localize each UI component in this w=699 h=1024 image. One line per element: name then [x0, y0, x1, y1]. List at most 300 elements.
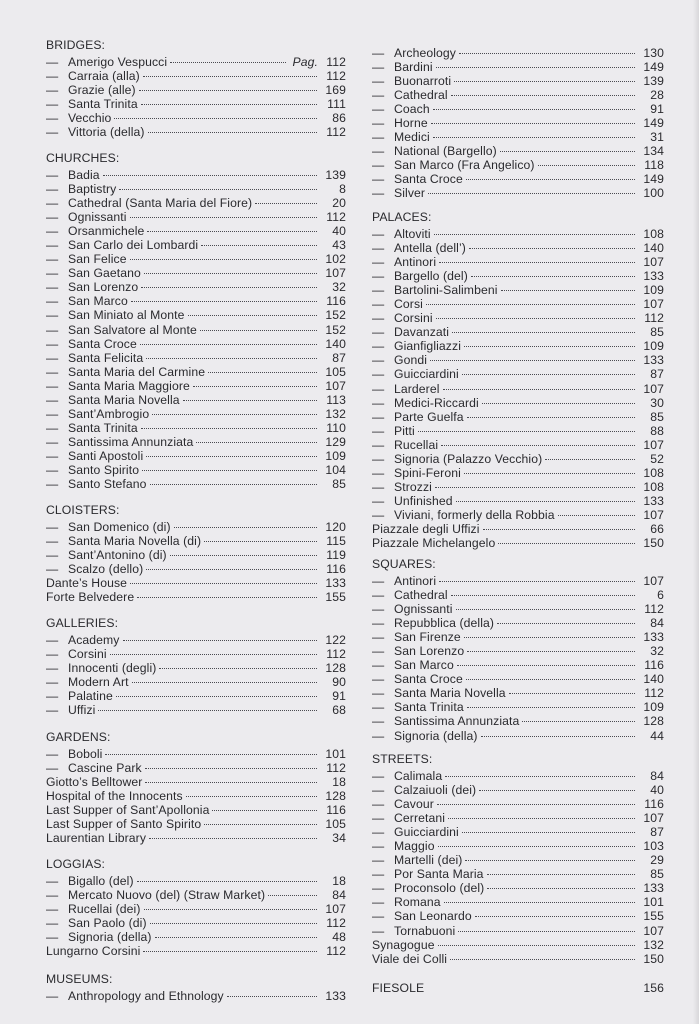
em-dash: —: [46, 916, 59, 931]
index-entry: [46, 348, 346, 365]
entry-page-number: 105: [325, 817, 346, 832]
dot-leader: [137, 587, 317, 601]
entry-label: Antinori: [394, 255, 437, 270]
entry-page-number: 118: [644, 158, 664, 173]
em-dash: —: [372, 353, 385, 368]
index-entry: [372, 407, 664, 424]
entry-page-number: 6: [657, 588, 664, 603]
index-entry: [372, 669, 664, 687]
em-dash: —: [46, 69, 59, 84]
em-dash: —: [372, 172, 385, 187]
index-entry: [372, 627, 664, 645]
dot-leader: [487, 878, 635, 892]
entry-page-number: 133: [643, 630, 664, 645]
index-entry: [372, 308, 664, 326]
em-dash: —: [372, 769, 385, 783]
dot-leader: [141, 94, 317, 108]
entry-label: Cathedral (Santa Maria del Fiore): [68, 196, 253, 211]
index-entry: [46, 885, 346, 903]
entry-label: Bigallo (del): [68, 874, 134, 888]
index-entry: [46, 249, 346, 267]
em-dash: —: [46, 548, 59, 563]
dot-leader: [464, 336, 635, 350]
index-entry: [46, 517, 346, 534]
dot-leader: [459, 43, 635, 57]
index-entry: [46, 235, 346, 253]
entry-label: Modern Art: [68, 675, 129, 690]
dot-leader: [481, 726, 635, 740]
dot-leader: [538, 155, 635, 169]
dot-leader: [445, 766, 635, 780]
entry-label: Santa Maria Novella: [68, 392, 180, 407]
em-dash: —: [46, 125, 59, 140]
entry-label: San Firenze: [394, 630, 461, 645]
dot-leader: [436, 57, 635, 71]
dot-leader: [439, 571, 635, 585]
entry-page-number: 107: [643, 574, 664, 588]
entry-label: Guicciardini: [394, 367, 459, 382]
entry-page-number: 32: [332, 280, 346, 295]
entry-page-number: 149: [643, 60, 664, 75]
entry-page-number: 112: [644, 311, 664, 326]
index-entry: [372, 294, 664, 312]
em-dash: —: [372, 409, 385, 424]
entry-label: Romana: [394, 895, 441, 910]
index-entry: [372, 322, 664, 340]
em-dash: —: [46, 477, 59, 492]
entry-page-number: 112: [326, 69, 346, 84]
entry-label: Cerretani: [394, 811, 446, 826]
em-dash: —: [46, 224, 59, 239]
section-heading: SQUARES:: [372, 557, 436, 571]
dot-leader: [451, 585, 635, 599]
entry-page-number: 68: [332, 703, 346, 718]
dot-leader: [428, 183, 635, 197]
entry-page-number: 120: [325, 520, 346, 534]
index-entry: [372, 864, 664, 882]
index-entry: [372, 808, 664, 826]
entry-page-number: 101: [325, 747, 346, 761]
entry-label: Lungarno Corsini: [46, 944, 141, 959]
entry-label: Ognissanti: [68, 210, 127, 225]
section-heading: GALLERIES:: [46, 616, 119, 630]
em-dash: —: [372, 144, 385, 159]
entry-page-number: 112: [326, 944, 346, 959]
entry-label: Dante’s House: [46, 576, 128, 591]
index-entry: [372, 505, 664, 522]
index-section-continued: [372, 978, 664, 995]
entry-page-number: 84: [650, 616, 664, 631]
index-entry: [372, 519, 664, 536]
index-entry: [46, 446, 346, 463]
index-entry: [372, 350, 664, 368]
entry-page-number: 133: [643, 353, 664, 368]
dot-leader: [143, 941, 317, 955]
dot-leader: [139, 80, 317, 94]
em-dash: —: [46, 392, 59, 407]
index-entry: [46, 404, 346, 421]
em-dash: —: [372, 797, 385, 812]
em-dash: —: [372, 602, 385, 617]
entry-page-number: 108: [643, 479, 664, 494]
entry-label: Santa Croce: [394, 172, 463, 187]
index-section-gardens: [46, 730, 346, 846]
dot-leader: [467, 697, 635, 711]
em-dash: —: [372, 493, 385, 508]
em-dash: —: [46, 534, 59, 549]
entry-label: Forte Belvedere: [46, 590, 135, 605]
entry-page-number: 8: [339, 182, 346, 197]
em-dash: —: [46, 462, 59, 477]
dot-leader: [116, 686, 317, 700]
dot-leader: [443, 379, 635, 393]
entry-page-number: 112: [326, 55, 346, 69]
index-entry: [46, 573, 346, 591]
entry-page-number: 152: [325, 308, 346, 323]
index-entry: [372, 613, 664, 631]
index-entry: [372, 57, 664, 75]
em-dash: —: [372, 130, 385, 145]
entry-label: Rucellai (dei): [68, 902, 141, 917]
index-entry: [46, 390, 346, 407]
entry-label: Santa Maria Novella (di): [68, 534, 202, 549]
em-dash: —: [46, 196, 59, 211]
entry-label: San Marco: [68, 294, 128, 309]
em-dash: —: [372, 672, 385, 687]
em-dash: —: [372, 853, 385, 868]
dot-leader: [204, 814, 317, 828]
index-entry: [46, 700, 346, 718]
em-dash: —: [372, 283, 385, 298]
dot-leader: [212, 800, 317, 814]
em-dash: —: [46, 294, 59, 309]
index-entry: [372, 113, 664, 131]
index-entry: [372, 949, 664, 966]
dot-leader: [545, 449, 635, 463]
entry-label: Bardini: [394, 60, 433, 75]
index-entry: [372, 726, 664, 743]
section-heading: CLOISTERS:: [46, 503, 120, 517]
em-dash: —: [372, 46, 385, 60]
entry-page-number: 29: [650, 853, 664, 868]
entry-label: Carraia (alla): [68, 69, 140, 84]
entry-page-number: 133: [643, 493, 664, 508]
dot-leader: [146, 446, 317, 460]
index-entry: [46, 941, 346, 959]
em-dash: —: [372, 74, 385, 89]
em-dash: —: [46, 448, 59, 463]
index-section-streets: [372, 752, 664, 966]
dot-leader: [145, 758, 317, 772]
entry-label: Buonarroti: [394, 74, 452, 89]
dot-leader: [114, 108, 317, 122]
index-section-churches: [46, 151, 346, 492]
entry-page-number: 128: [325, 661, 346, 676]
entry-page-number: 30: [650, 395, 664, 410]
dot-leader: [186, 786, 317, 800]
dot-leader: [418, 421, 635, 435]
index-entry: [372, 850, 664, 868]
entry-label: Uffizi: [68, 703, 96, 718]
dot-leader: [558, 505, 635, 519]
entry-label: Santissima Annunziata: [394, 714, 520, 729]
dot-leader: [500, 141, 635, 155]
entry-page-number: 85: [332, 477, 346, 492]
entry-page-number: 112: [326, 125, 346, 140]
index-entry: [372, 435, 664, 452]
entry-page-number: 109: [643, 700, 664, 715]
entry-label: Calimala: [394, 769, 443, 783]
entry-page-number: 86: [332, 111, 346, 126]
em-dash: —: [46, 364, 59, 379]
entry-label: San Paolo (di): [68, 916, 147, 931]
em-dash: —: [46, 434, 59, 449]
em-dash: —: [46, 661, 59, 676]
index-entry: [46, 418, 346, 435]
entry-label: Santa Maria del Carmine: [68, 364, 206, 379]
dot-leader: [462, 364, 635, 378]
dot-leader: [130, 573, 317, 587]
dot-leader: [433, 127, 635, 141]
entry-label: Archeology: [394, 46, 456, 60]
dot-leader: [196, 432, 317, 446]
entry-label: Santo Stefano: [68, 477, 147, 492]
dot-leader: [436, 308, 635, 322]
entry-label: Davanzati: [394, 325, 450, 340]
dot-leader: [137, 871, 317, 885]
em-dash: —: [372, 451, 385, 466]
entry-label: Signoria (della): [394, 728, 478, 743]
entry-label: Santa Trinita: [394, 700, 464, 715]
index-entry: [372, 224, 664, 241]
entry-label: San Salvatore al Monte: [68, 322, 197, 337]
dot-leader: [144, 263, 317, 277]
index-entry: [372, 935, 664, 952]
index-entry: [46, 800, 346, 818]
dot-leader: [501, 280, 635, 294]
index-entry: [372, 794, 664, 812]
entry-page-number: 107: [325, 378, 346, 393]
entry-label: Viviani, formerly della Robbia: [394, 507, 555, 522]
entry-page-number: 116: [326, 562, 346, 577]
index-entry: [372, 585, 664, 603]
entry-label: San Domenico (di): [68, 520, 171, 534]
dot-leader: [193, 376, 317, 390]
entry-label: Amerigo Vespucci: [68, 55, 168, 69]
index-entry: [46, 108, 346, 126]
index-section-loggias: [46, 857, 346, 959]
dot-leader: [430, 350, 635, 364]
entry-page-number: 113: [326, 392, 346, 407]
index-entry: [372, 393, 664, 410]
em-dash: —: [46, 747, 59, 761]
index-section-galleries: [46, 616, 346, 718]
entry-page-number: 44: [650, 728, 664, 743]
entry-page-number: 132: [325, 406, 346, 421]
entry-label: Por Santa Maria: [394, 867, 484, 882]
entry-page-number: 133: [325, 576, 346, 591]
em-dash: —: [372, 423, 385, 438]
entry-label: Signoria (della): [68, 930, 152, 945]
entry-label: National (Bargello): [394, 144, 497, 159]
em-dash: —: [372, 616, 385, 631]
em-dash: —: [372, 297, 385, 312]
entry-label: Medici-Riccardi: [394, 395, 479, 410]
entry-page-number: 116: [644, 658, 664, 673]
entry-label: Corsini: [394, 311, 433, 326]
entry-label: San Marco: [394, 658, 454, 673]
index-entry: [46, 277, 346, 295]
dot-leader: [201, 235, 317, 249]
index-entry: [46, 559, 346, 577]
entry-page-number: 132: [643, 937, 664, 952]
index-section-continued: [372, 43, 664, 201]
entry-label: FIESOLE: [372, 981, 425, 995]
entry-page-number: 28: [650, 88, 664, 103]
entry-page-number: 91: [332, 689, 346, 704]
dot-leader: [140, 334, 317, 348]
index-entry: [372, 599, 664, 617]
dot-leader: [439, 252, 635, 266]
em-dash: —: [372, 574, 385, 588]
dot-leader: [475, 906, 635, 920]
dot-leader: [451, 85, 635, 99]
entry-label: Corsi: [394, 297, 423, 312]
em-dash: —: [46, 562, 59, 577]
entry-label: Orsanmichele: [68, 224, 145, 239]
entry-page-number: 110: [326, 420, 346, 435]
index-entry: [46, 460, 346, 477]
entry-page-number: 116: [644, 797, 664, 812]
section-heading: STREETS:: [372, 752, 433, 766]
dot-leader: [98, 700, 317, 714]
dot-leader: [441, 435, 635, 449]
entry-page-number: 48: [332, 930, 346, 945]
em-dash: —: [372, 102, 385, 117]
entry-label: Unfinished: [394, 493, 453, 508]
entry-label: San Miniato al Monte: [68, 308, 185, 323]
em-dash: —: [46, 182, 59, 197]
em-dash: —: [372, 630, 385, 645]
entry-label: Santa Trinita: [68, 420, 138, 435]
entry-label: Proconsolo (del): [394, 881, 485, 896]
dot-leader: [144, 899, 317, 913]
dot-leader: [183, 390, 317, 404]
dot-leader: [438, 935, 635, 949]
entry-label: Horne: [394, 116, 428, 131]
section-heading: PALACES:: [372, 210, 432, 224]
index-entry: [46, 871, 346, 888]
entry-page-number: 119: [326, 548, 346, 563]
entry-label: Santa Maria Maggiore: [68, 378, 190, 393]
dot-leader: [131, 291, 317, 305]
index-entry: [46, 165, 346, 182]
dot-leader: [457, 655, 635, 669]
pag-label: Pag.: [292, 55, 318, 69]
entry-label: Santa Maria Novella: [394, 686, 506, 701]
dot-leader: [469, 238, 635, 252]
index-entry: [372, 571, 664, 588]
entry-label: Viale dei Colli: [372, 951, 448, 966]
index-entry: [372, 463, 664, 480]
em-dash: —: [372, 783, 385, 798]
index-entry: [46, 474, 346, 492]
dot-leader: [132, 672, 317, 686]
dot-leader: [438, 836, 635, 850]
index-entry: [372, 766, 664, 783]
entry-label: Scalzo (dello): [68, 562, 144, 577]
entry-label: Strozzi: [394, 479, 432, 494]
entry-label: Grazie (alle): [68, 83, 136, 98]
dot-leader: [149, 828, 317, 842]
dot-leader: [152, 404, 317, 418]
entry-page-number: 31: [650, 130, 664, 145]
dot-leader: [110, 644, 317, 658]
entry-page-number: 128: [643, 714, 664, 729]
entry-label: Academy: [68, 633, 120, 647]
index-entry: [46, 814, 346, 832]
entry-page-number: 112: [644, 686, 664, 701]
entry-label: Cathedral: [394, 588, 448, 603]
entry-page-number: 107: [643, 437, 664, 452]
entry-label: Santissima Annunziata: [68, 434, 194, 449]
index-entry: [46, 432, 346, 449]
dot-leader: [105, 744, 317, 758]
entry-page-number: 18: [332, 775, 346, 790]
index-entry: [46, 193, 346, 211]
em-dash: —: [46, 406, 59, 421]
index-entry: [46, 744, 346, 761]
entry-label: Mercato Nuovo (del) (Straw Market): [68, 888, 266, 903]
entry-page-number: 66: [650, 521, 664, 536]
entry-page-number: 169: [325, 83, 346, 98]
dot-leader: [188, 305, 318, 319]
dot-leader: [200, 320, 317, 334]
entry-page-number: 133: [643, 881, 664, 896]
section-heading: GARDENS:: [46, 730, 111, 744]
em-dash: —: [372, 227, 385, 241]
dot-leader: [434, 224, 635, 238]
dot-leader: [150, 474, 317, 488]
em-dash: —: [372, 728, 385, 743]
em-dash: —: [372, 255, 385, 270]
entry-page-number: 84: [332, 888, 346, 903]
entry-page-number: 156: [643, 981, 664, 995]
em-dash: —: [46, 266, 59, 281]
index-entry: [372, 85, 664, 103]
entry-label: Signoria (Palazzo Vecchio): [394, 451, 543, 466]
index-entry: [46, 179, 346, 197]
index-entry: [372, 697, 664, 715]
entry-page-number: 116: [326, 294, 346, 309]
entry-page-number: 112: [326, 210, 346, 225]
dot-leader: [170, 545, 317, 559]
dot-leader: [143, 66, 317, 80]
index-section-palaces: [372, 210, 664, 551]
entry-page-number: 112: [326, 916, 346, 931]
em-dash: —: [46, 761, 59, 776]
entry-label: Silver: [394, 186, 426, 201]
entry-page-number: 32: [650, 644, 664, 659]
dot-leader: [150, 913, 317, 927]
em-dash: —: [46, 308, 59, 323]
dot-leader: [146, 348, 317, 362]
index-section-bridges: [46, 38, 346, 140]
em-dash: —: [372, 839, 385, 854]
index-entry: [46, 644, 346, 662]
index-entry: [46, 545, 346, 563]
dot-leader: [456, 599, 635, 613]
